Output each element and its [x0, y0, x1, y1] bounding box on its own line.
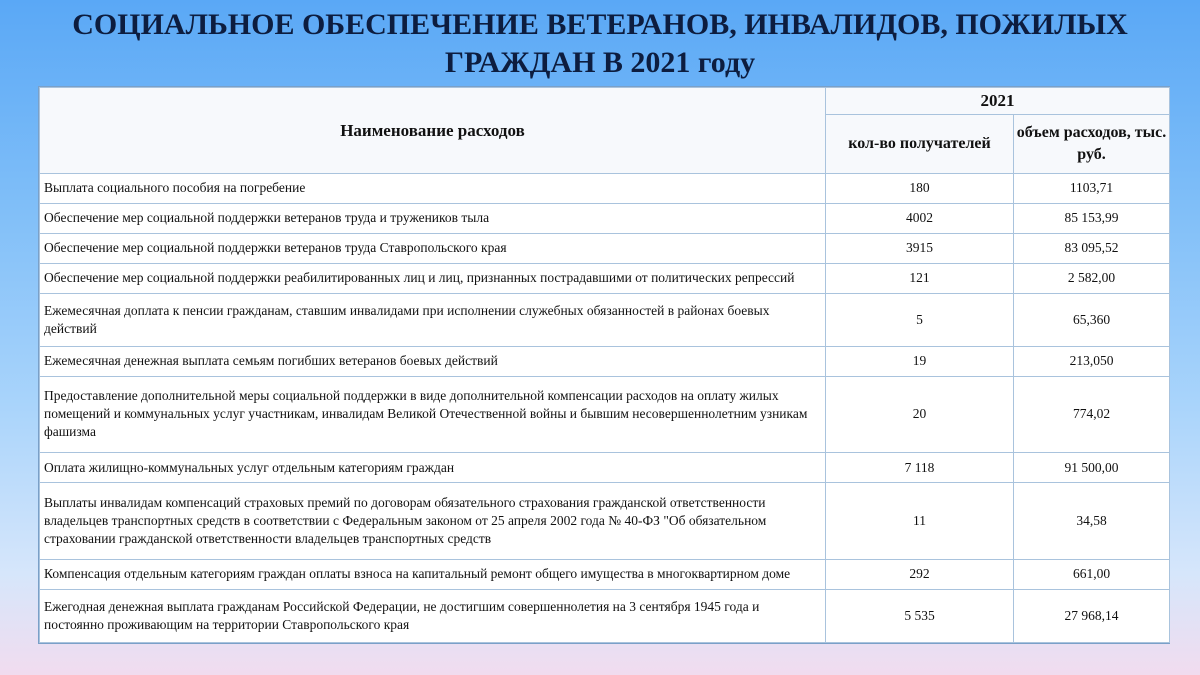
page-title	[0, 6, 1200, 82]
expenses-table-container	[38, 86, 1170, 644]
table-row	[40, 293, 1170, 346]
row-name: Ежегодная денежная выплата гражданам Российской Федерации, не достигшим совершеннолетия на 3 сентября 1945 года и постоянно проживающим на территории Ставропольского края	[40, 589, 826, 642]
column-header-expenses: объем расходов, тыс. руб.	[1014, 115, 1170, 174]
table-row	[40, 483, 1170, 560]
row-recipients: 20	[826, 376, 1014, 453]
row-name: Обеспечение мер социальной поддержки реабилитированных лиц и лиц, признанных пострадавшими от политических репрессий	[40, 263, 826, 293]
row-expenses: 1103,71	[1014, 174, 1170, 204]
table-row	[40, 174, 1170, 204]
row-recipients: 121	[826, 263, 1014, 293]
row-recipients: 7 118	[826, 453, 1014, 483]
row-expenses: 27 968,14	[1014, 589, 1170, 642]
row-recipients: 4002	[826, 203, 1014, 233]
expenses-table	[39, 87, 1170, 643]
table-row	[40, 453, 1170, 483]
row-expenses: 2 582,00	[1014, 263, 1170, 293]
table-row	[40, 203, 1170, 233]
row-name: Выплата социального пособия на погребение	[40, 174, 826, 204]
row-recipients: 3915	[826, 233, 1014, 263]
row-recipients: 5	[826, 293, 1014, 346]
table-row	[40, 376, 1170, 453]
column-header-recipients: кол-во получателей	[826, 115, 1014, 174]
row-expenses: 65,360	[1014, 293, 1170, 346]
row-expenses: 34,58	[1014, 483, 1170, 560]
table-row	[40, 559, 1170, 589]
row-expenses: 774,02	[1014, 376, 1170, 453]
column-header-year: 2021	[826, 88, 1170, 115]
row-name: Обеспечение мер социальной поддержки ветеранов труда и тружеников тыла	[40, 203, 826, 233]
row-name: Предоставление дополнительной меры социальной поддержки в виде дополнительной компенсации расходов на оплату жилых помещений и коммунальных услуг участникам, инвалидам Великой Отечественной войны и бывшим несовершеннолетним узникам фашизма	[40, 376, 826, 453]
row-recipients: 19	[826, 346, 1014, 376]
row-name: Ежемесячная денежная выплата семьям погибших ветеранов боевых действий	[40, 346, 826, 376]
table-row	[40, 589, 1170, 642]
row-name: Обеспечение мер социальной поддержки ветеранов труда Ставропольского края	[40, 233, 826, 263]
page-title-line-2: ГРАЖДАН В 2021 году	[444, 46, 756, 79]
row-expenses: 213,050	[1014, 346, 1170, 376]
row-name: Оплата жилищно-коммунальных услуг отдельным категориям граждан	[40, 453, 826, 483]
row-recipients: 292	[826, 559, 1014, 589]
table-row	[40, 263, 1170, 293]
row-expenses: 85 153,99	[1014, 203, 1170, 233]
table-row	[40, 233, 1170, 263]
page-title-line-1: СОЦИАЛЬНОЕ ОБЕСПЕЧЕНИЕ ВЕТЕРАНОВ, ИНВАЛИДОВ, ПОЖИЛЫХ	[72, 8, 1128, 41]
column-header-name: Наименование расходов	[40, 88, 826, 174]
row-expenses: 661,00	[1014, 559, 1170, 589]
table-row	[40, 346, 1170, 376]
row-expenses: 83 095,52	[1014, 233, 1170, 263]
row-recipients: 5 535	[826, 589, 1014, 642]
row-name: Выплаты инвалидам компенсаций страховых премий по договорам обязательного страхования гражданской ответственности владельцев транспортных средств в соответствии с Федеральным законом от 25 апреля 2002 года № 40-ФЗ "Об обязательном страховании гражданской ответственности владельцев транспортных средств	[40, 483, 826, 560]
row-recipients: 180	[826, 174, 1014, 204]
row-expenses: 91 500,00	[1014, 453, 1170, 483]
row-name: Ежемесячная доплата к пенсии гражданам, ставшим инвалидами при исполнении служебных обязанностей в районах боевых действий	[40, 293, 826, 346]
row-name: Компенсация отдельным категориям граждан оплаты взноса на капитальный ремонт общего имущества в многоквартирном доме	[40, 559, 826, 589]
row-recipients: 11	[826, 483, 1014, 560]
